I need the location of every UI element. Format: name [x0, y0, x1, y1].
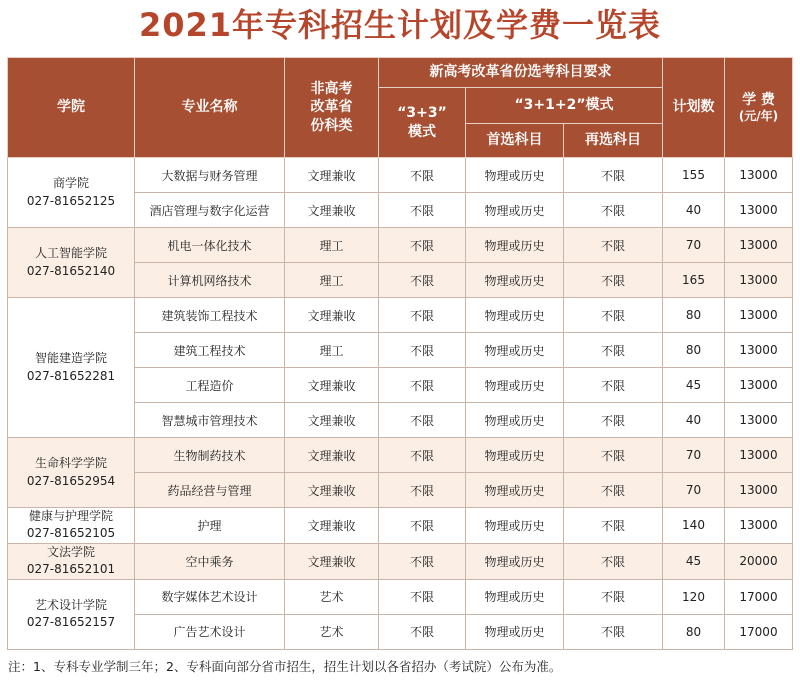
header-tuition-line-1: 学 费: [742, 91, 775, 108]
category-cell: 艺术: [285, 579, 379, 614]
major-cell: 药品经营与管理: [135, 473, 285, 508]
header-college: 学院: [8, 58, 135, 158]
first-subject-cell: 物理或历史: [466, 579, 564, 614]
header-tuition-line-2: (元/年): [738, 108, 779, 123]
header-mode-3-3-line-2: 模式: [408, 123, 436, 140]
enrollment-plan-table: [7, 57, 793, 650]
plan-count-cell: 120: [663, 579, 725, 614]
header-non-reform-category: [285, 58, 379, 158]
college-cell: [8, 543, 135, 579]
tuition-cell: 13000: [725, 298, 793, 333]
header-mode-3-3-line-1: “3+3”: [397, 105, 447, 122]
header-non-reform-line-1: 非高考: [310, 81, 353, 98]
mode-3-3-cell: 不限: [379, 438, 466, 473]
first-subject-cell: 物理或历史: [466, 333, 564, 368]
major-cell: 机电一体化技术: [135, 228, 285, 263]
header-second-subject: 再选科目: [564, 124, 663, 158]
college-name: 生命科学学院: [34, 456, 107, 471]
first-subject-cell: 物理或历史: [466, 473, 564, 508]
table-row: [8, 508, 793, 544]
second-subject-cell: 不限: [564, 543, 663, 579]
college-cell: [8, 158, 135, 228]
tuition-cell: 13000: [725, 333, 793, 368]
college-name: 健康与护理学院: [28, 509, 113, 523]
plan-count-cell: 45: [663, 543, 725, 579]
college-cell: [8, 579, 135, 649]
mode-3-3-cell: 不限: [379, 298, 466, 333]
major-cell: 计算机网络技术: [135, 263, 285, 298]
major-cell: 护理: [135, 508, 285, 544]
college-phone: 027-81652157: [26, 615, 116, 630]
category-cell: 文理兼收: [285, 473, 379, 508]
first-subject-cell: 物理或历史: [466, 368, 564, 403]
tuition-cell: 13000: [725, 228, 793, 263]
second-subject-cell: 不限: [564, 403, 663, 438]
table-body: [8, 158, 793, 650]
college-cell: [8, 508, 135, 544]
tuition-cell: 13000: [725, 263, 793, 298]
mode-3-3-cell: 不限: [379, 228, 466, 263]
major-cell: 建筑工程技术: [135, 333, 285, 368]
college-phone: 027-81652281: [26, 368, 116, 383]
first-subject-cell: 物理或历史: [466, 263, 564, 298]
first-subject-cell: 物理或历史: [466, 508, 564, 544]
mode-3-3-cell: 不限: [379, 368, 466, 403]
college-name: 人工智能学院: [34, 246, 107, 261]
major-cell: 广告艺术设计: [135, 614, 285, 649]
plan-count-cell: 80: [663, 298, 725, 333]
mode-3-3-cell: 不限: [379, 614, 466, 649]
tuition-cell: 13000: [725, 403, 793, 438]
category-cell: 文理兼收: [285, 298, 379, 333]
second-subject-cell: 不限: [564, 508, 663, 544]
header-non-reform-line-3: 份科类: [310, 117, 353, 134]
tuition-cell: 13000: [725, 193, 793, 228]
page-title: 2021年专科招生计划及学费一览表: [138, 6, 662, 44]
major-cell: 生物制药技术: [135, 438, 285, 473]
category-cell: 文理兼收: [285, 508, 379, 544]
header-plan-count: 计划数: [663, 58, 725, 158]
first-subject-cell: 物理或历史: [466, 158, 564, 193]
category-cell: 文理兼收: [285, 368, 379, 403]
header-tuition: [725, 58, 793, 158]
category-cell: 文理兼收: [285, 158, 379, 193]
major-cell: 数字媒体艺术设计: [135, 579, 285, 614]
college-phone: 027-81652101: [26, 562, 116, 577]
header-non-reform-line-2: 改革省: [310, 99, 353, 116]
tuition-cell: 20000: [725, 543, 793, 579]
table-row: [8, 579, 793, 614]
major-cell: 空中乘务: [135, 543, 285, 579]
tuition-cell: 13000: [725, 473, 793, 508]
header-major: 专业名称: [135, 58, 285, 158]
plan-count-cell: 155: [663, 158, 725, 193]
header-reform-group: 新高考改革省份选考科目要求: [379, 58, 663, 88]
table-row: [8, 543, 793, 579]
plan-count-cell: 165: [663, 263, 725, 298]
plan-count-cell: 80: [663, 614, 725, 649]
mode-3-3-cell: 不限: [379, 158, 466, 193]
college-name: 艺术设计学院: [34, 597, 107, 612]
plan-count-cell: 80: [663, 333, 725, 368]
category-cell: 理工: [285, 263, 379, 298]
tuition-cell: 13000: [725, 438, 793, 473]
college-cell: [8, 228, 135, 298]
mode-3-3-cell: 不限: [379, 263, 466, 298]
footnote: 注：1、专科专业学制三年；2、专科面向部分省市招生，招生计划以各省招办（考试院）公布为准。: [8, 659, 562, 674]
mode-3-3-cell: 不限: [379, 193, 466, 228]
mode-3-3-cell: 不限: [379, 333, 466, 368]
college-name: 商学院: [52, 176, 89, 191]
category-cell: 文理兼收: [285, 543, 379, 579]
college-phone: 027-81652105: [26, 526, 116, 541]
header-mode-3-3: [379, 88, 466, 158]
first-subject-cell: 物理或历史: [466, 403, 564, 438]
second-subject-cell: 不限: [564, 158, 663, 193]
second-subject-cell: 不限: [564, 333, 663, 368]
second-subject-cell: 不限: [564, 579, 663, 614]
tuition-cell: 17000: [725, 614, 793, 649]
second-subject-cell: 不限: [564, 473, 663, 508]
table-row: [8, 438, 793, 473]
table-row: [8, 298, 793, 333]
college-cell: [8, 438, 135, 508]
category-cell: 文理兼收: [285, 403, 379, 438]
plan-count-cell: 70: [663, 473, 725, 508]
first-subject-cell: 物理或历史: [466, 228, 564, 263]
category-cell: 文理兼收: [285, 193, 379, 228]
mode-3-3-cell: 不限: [379, 473, 466, 508]
second-subject-cell: 不限: [564, 298, 663, 333]
category-cell: 理工: [285, 228, 379, 263]
header-mode-3-1-2: “3+1+2”模式: [466, 88, 663, 124]
plan-count-cell: 40: [663, 403, 725, 438]
first-subject-cell: 物理或历史: [466, 193, 564, 228]
category-cell: 理工: [285, 333, 379, 368]
category-cell: 文理兼收: [285, 438, 379, 473]
first-subject-cell: 物理或历史: [466, 543, 564, 579]
mode-3-3-cell: 不限: [379, 579, 466, 614]
table-row: [8, 158, 793, 193]
major-cell: 工程造价: [135, 368, 285, 403]
college-phone: 027-81652140: [26, 263, 116, 278]
second-subject-cell: 不限: [564, 263, 663, 298]
mode-3-3-cell: 不限: [379, 508, 466, 544]
college-phone: 027-81652125: [26, 193, 116, 208]
first-subject-cell: 物理或历史: [466, 298, 564, 333]
first-subject-cell: 物理或历史: [466, 614, 564, 649]
major-cell: 建筑装饰工程技术: [135, 298, 285, 333]
category-cell: 艺术: [285, 614, 379, 649]
plan-count-cell: 45: [663, 368, 725, 403]
second-subject-cell: 不限: [564, 368, 663, 403]
header-first-subject: 首选科目: [466, 124, 564, 158]
second-subject-cell: 不限: [564, 438, 663, 473]
tuition-cell: 13000: [725, 368, 793, 403]
major-cell: 酒店管理与数字化运营: [135, 193, 285, 228]
college-name: 智能建造学院: [34, 351, 107, 366]
college-cell: [8, 298, 135, 438]
plan-count-cell: 140: [663, 508, 725, 544]
second-subject-cell: 不限: [564, 193, 663, 228]
major-cell: 智慧城市管理技术: [135, 403, 285, 438]
plan-count-cell: 40: [663, 193, 725, 228]
major-cell: 大数据与财务管理: [135, 158, 285, 193]
tuition-cell: 17000: [725, 579, 793, 614]
first-subject-cell: 物理或历史: [466, 438, 564, 473]
tuition-cell: 13000: [725, 508, 793, 544]
plan-count-cell: 70: [663, 228, 725, 263]
tuition-cell: 13000: [725, 158, 793, 193]
second-subject-cell: 不限: [564, 614, 663, 649]
table-row: [8, 228, 793, 263]
mode-3-3-cell: 不限: [379, 403, 466, 438]
college-phone: 027-81652954: [26, 473, 116, 488]
second-subject-cell: 不限: [564, 228, 663, 263]
mode-3-3-cell: 不限: [379, 543, 466, 579]
college-name: 文法学院: [46, 544, 95, 559]
plan-count-cell: 70: [663, 438, 725, 473]
